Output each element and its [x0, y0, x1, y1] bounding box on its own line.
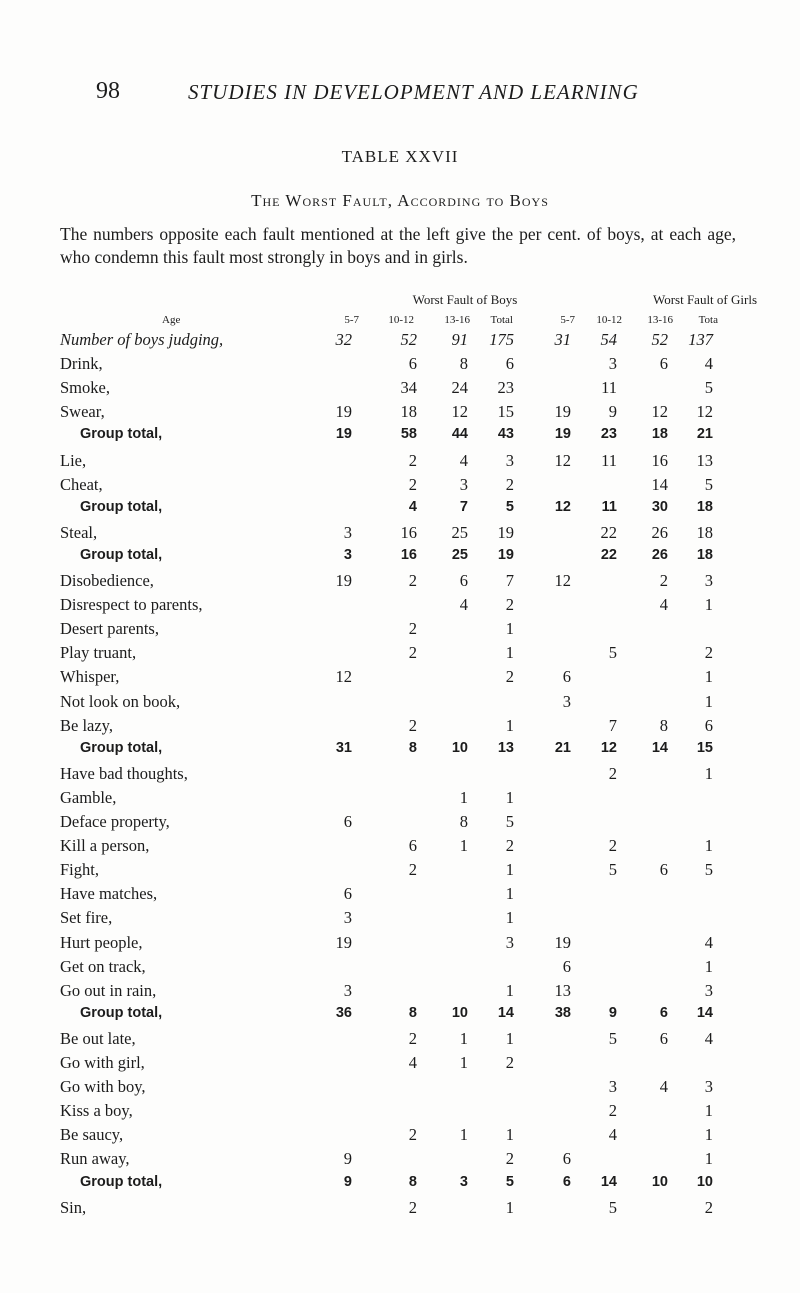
- table-cell: 1: [459, 836, 468, 856]
- table-cell: 36: [335, 1004, 352, 1021]
- table-cell: 2: [505, 474, 514, 494]
- fault-label: Steal,: [60, 522, 98, 542]
- table-cell: 9: [343, 1149, 352, 1169]
- table-row: [60, 836, 760, 860]
- table-cell: 3: [704, 1077, 713, 1097]
- table-row: [60, 957, 760, 981]
- fault-label: Group total,: [80, 426, 163, 443]
- running-head: [96, 78, 712, 112]
- table-cell: 7: [608, 715, 617, 735]
- table-cell: 1: [505, 884, 514, 904]
- table-cell: 58: [400, 426, 417, 443]
- fault-label: Disrespect to parents,: [60, 595, 203, 615]
- table-cell: 19: [335, 426, 352, 443]
- table-cell: 5: [505, 812, 514, 831]
- fault-label: Go with girl,: [60, 1053, 145, 1072]
- table-cell: 9: [608, 1004, 617, 1021]
- table-cell: 2: [505, 667, 514, 687]
- table-row: [60, 619, 760, 643]
- table-row: [60, 788, 760, 812]
- table-intro: The numbers opposite each fault mentioned at the left give the per cent. of boys, at each age, who condemn this fault most strongly in boys and in girls.: [60, 224, 736, 267]
- table-row: [60, 667, 760, 691]
- fault-label: Be saucy,: [60, 1125, 124, 1145]
- table-cell: 22: [600, 546, 617, 563]
- table-cell: 25: [451, 522, 468, 542]
- fault-label: Be out late,: [60, 1028, 136, 1048]
- table-cell: 18: [696, 498, 713, 515]
- table-cell: 12: [600, 739, 617, 756]
- column-header: 10-12: [596, 314, 622, 326]
- table-cell: 2: [408, 571, 417, 590]
- fault-label: Cheat,: [60, 474, 103, 494]
- table-cell: 4: [459, 450, 468, 470]
- table-cell: 12: [554, 571, 571, 590]
- table-cell: 1: [505, 1125, 514, 1145]
- table-cell: 2: [408, 450, 417, 470]
- table-cell: 1: [704, 595, 713, 615]
- fault-label: Go out in rain,: [60, 980, 157, 1000]
- table-cell: 5: [505, 498, 514, 515]
- table-cell: 2: [704, 643, 713, 663]
- table-cell: 5: [704, 860, 713, 880]
- table-cell: 4: [659, 595, 668, 615]
- table-row: [60, 402, 760, 426]
- group-total-row: [60, 499, 760, 523]
- table-row: [60, 571, 760, 595]
- table-cell: 3: [459, 474, 468, 494]
- table-cell: 15: [696, 739, 713, 756]
- table-cell: 30: [651, 498, 668, 515]
- fault-label: Drink,: [60, 354, 103, 374]
- table-cell: 2: [505, 1053, 514, 1072]
- table-row: [60, 354, 760, 378]
- table-cell: 1: [505, 643, 514, 663]
- table-cell: 12: [335, 667, 352, 687]
- table-cell: 91: [451, 330, 468, 349]
- table-cell: 19: [335, 402, 352, 422]
- age-header: Age: [162, 314, 181, 326]
- table-cell: 44: [451, 426, 468, 443]
- table-cell: 1: [505, 1197, 514, 1217]
- table-cell: 1: [505, 908, 514, 928]
- table-cell: 4: [459, 595, 468, 615]
- table-row: [60, 908, 760, 932]
- fault-label: Not look on book,: [60, 691, 181, 711]
- table-cell: 1: [459, 1125, 468, 1145]
- table-cell: 137: [688, 330, 713, 349]
- table-cell: 21: [696, 426, 713, 443]
- fault-label: Group total,: [80, 1004, 163, 1021]
- table-cell: 10: [651, 1173, 668, 1190]
- table-row: [60, 1053, 760, 1077]
- fault-label: Have matches,: [60, 884, 158, 904]
- table-cell: 6: [562, 1149, 571, 1169]
- fault-label: Fight,: [60, 860, 99, 880]
- table-cell: 2: [408, 860, 417, 880]
- table-cell: 11: [601, 450, 617, 470]
- table-cell: 52: [400, 330, 417, 349]
- table-cell: 2: [408, 474, 417, 494]
- table-cell: 15: [497, 402, 514, 422]
- fault-label: Group total,: [80, 498, 163, 515]
- table-cell: 3: [343, 546, 352, 563]
- table-cell: 23: [600, 426, 617, 443]
- boys-group-header: Worst Fault of Boys: [412, 292, 518, 307]
- table-cell: 8: [459, 812, 468, 831]
- table-row: [60, 884, 760, 908]
- table-row: [60, 475, 760, 499]
- table-cell: 2: [408, 715, 417, 735]
- table-cell: 2: [408, 1125, 417, 1145]
- fault-label: Go with boy,: [60, 1077, 146, 1097]
- table-cell: 25: [451, 546, 468, 563]
- table-cell: 10: [696, 1173, 713, 1190]
- table-cell: 3: [505, 932, 514, 952]
- table-cell: 4: [408, 498, 417, 515]
- column-header: 5-7: [344, 314, 359, 326]
- table-cell: 13: [554, 980, 571, 1000]
- table-cell: 1: [704, 1101, 713, 1121]
- table-cell: 13: [696, 450, 713, 470]
- table-cell: 3: [459, 1173, 468, 1190]
- table-row: [60, 933, 760, 957]
- table-cell: 19: [554, 932, 571, 952]
- table-cell: 7: [505, 571, 514, 590]
- table-row: [60, 716, 760, 740]
- table-cell: 2: [704, 1197, 713, 1217]
- table-cell: 2: [608, 836, 617, 856]
- table-cell: 1: [505, 1028, 514, 1048]
- table-cell: 1: [505, 619, 514, 639]
- fault-label: Disobedience,: [60, 571, 154, 590]
- table-cell: 3: [704, 980, 713, 1000]
- table-cell: 18: [400, 402, 417, 422]
- fault-label: Be lazy,: [60, 715, 113, 735]
- table-cell: 6: [408, 354, 417, 374]
- table-cell: 6: [562, 956, 571, 976]
- fault-label: Swear,: [60, 402, 105, 422]
- table-cell: 1: [505, 787, 514, 807]
- table-cell: 6: [343, 812, 352, 831]
- table-cell: 12: [696, 402, 713, 422]
- table-cell: 3: [343, 980, 352, 1000]
- table-row: [60, 1029, 760, 1053]
- table-cell: 12: [451, 402, 468, 422]
- table-cell: 14: [497, 1004, 514, 1021]
- table-row: [60, 981, 760, 1005]
- group-total-row: [60, 1174, 760, 1198]
- table-row: [60, 330, 760, 354]
- table-cell: 4: [704, 1028, 713, 1048]
- table-cell: 11: [601, 378, 617, 398]
- table-title: The Worst Fault, According to Boys: [251, 191, 549, 210]
- table-cell: 14: [651, 474, 668, 494]
- table-cell: 6: [459, 571, 468, 590]
- table-cell: 4: [704, 932, 713, 952]
- fault-label: Number of boys judging,: [60, 330, 224, 349]
- table-cell: 34: [400, 378, 417, 398]
- table-cell: 5: [608, 1028, 617, 1048]
- group-total-row: [60, 547, 760, 571]
- column-header: 13-16: [444, 314, 470, 326]
- column-header: Tota: [698, 314, 718, 326]
- table-cell: 4: [608, 1125, 617, 1145]
- table-cell: 3: [343, 522, 352, 542]
- group-total-row: [60, 426, 760, 450]
- table-cell: 1: [704, 667, 713, 687]
- table-cell: 16: [651, 450, 668, 470]
- table-cell: 24: [451, 378, 468, 398]
- table-cell: 14: [651, 739, 668, 756]
- group-total-row: [60, 740, 760, 764]
- table-cell: 175: [489, 330, 514, 349]
- table-cell: 26: [651, 522, 668, 542]
- table-cell: 38: [554, 1004, 571, 1021]
- table-cell: 6: [659, 354, 668, 374]
- fault-label: Have bad thoughts,: [60, 763, 188, 783]
- table-cell: 5: [704, 474, 713, 494]
- table-cell: 10: [451, 739, 468, 756]
- table-cell: 2: [408, 619, 417, 639]
- table-cell: 2: [408, 1028, 417, 1048]
- page-number: 98: [96, 78, 120, 104]
- table-cell: 19: [554, 426, 571, 443]
- table-cell: 6: [408, 836, 417, 856]
- table-cell: 52: [651, 330, 668, 349]
- fault-label: Hurt people,: [60, 932, 143, 952]
- table-cell: 2: [608, 763, 617, 783]
- fault-label: Group total,: [80, 546, 163, 563]
- table-cell: 4: [408, 1053, 417, 1072]
- table-cell: 3: [562, 691, 571, 711]
- running-title: STUDIES IN DEVELOPMENT AND LEARNING: [188, 80, 639, 104]
- table-row: [60, 595, 760, 619]
- fault-label: Gamble,: [60, 787, 117, 807]
- table-cell: 3: [608, 1077, 617, 1097]
- column-header: 10-12: [388, 314, 414, 326]
- table-cell: 6: [704, 715, 713, 735]
- table-cell: 1: [704, 763, 713, 783]
- table-row: [60, 1125, 760, 1149]
- table-cell: 2: [408, 1197, 417, 1217]
- table-cell: 1: [459, 1028, 468, 1048]
- table-cell: 23: [497, 378, 514, 398]
- table-cell: 43: [497, 426, 514, 443]
- table-cell: 1: [704, 1125, 713, 1145]
- table-cell: 1: [704, 956, 713, 976]
- table-cell: 8: [459, 354, 468, 374]
- table-cell: 1: [505, 980, 514, 1000]
- table-cell: 32: [335, 330, 352, 349]
- table-cell: 5: [608, 1197, 617, 1217]
- table-row: [60, 1198, 760, 1222]
- fault-label: Kiss a boy,: [60, 1101, 133, 1121]
- group-total-row: [60, 1005, 760, 1029]
- table-cell: 21: [554, 739, 571, 756]
- table-number: TABLE XXVII: [341, 147, 459, 166]
- table-cell: 18: [651, 426, 668, 443]
- column-header: Total: [490, 314, 513, 326]
- table-cell: 6: [659, 1004, 668, 1021]
- table-cell: 4: [704, 354, 713, 374]
- table-cell: 6: [659, 1028, 668, 1048]
- table-cell: 13: [497, 739, 514, 756]
- table-cell: 2: [659, 571, 668, 590]
- table-cell: 9: [608, 402, 617, 422]
- column-header: 13-16: [647, 314, 673, 326]
- table-cell: 26: [651, 546, 668, 563]
- table-cell: 1: [704, 836, 713, 856]
- table-cell: 5: [505, 1173, 514, 1190]
- table-cell: 54: [600, 330, 617, 349]
- table-cell: 1: [505, 715, 514, 735]
- table-cell: 14: [696, 1004, 713, 1021]
- fault-label: Group total,: [80, 739, 163, 756]
- table-cell: 10: [451, 1004, 468, 1021]
- table-row: [60, 1077, 760, 1101]
- table-cell: 1: [459, 787, 468, 807]
- table-row: [60, 1101, 760, 1125]
- fault-label: Kill a person,: [60, 836, 150, 856]
- fault-label: Group total,: [80, 1173, 163, 1190]
- table-cell: 5: [704, 378, 713, 398]
- table-cell: 11: [601, 498, 617, 515]
- table-cell: 19: [335, 932, 352, 952]
- table-cell: 22: [600, 522, 617, 542]
- table-row: [60, 523, 760, 547]
- table-cell: 1: [704, 691, 713, 711]
- table-cell: 3: [704, 571, 713, 590]
- table-cell: 6: [562, 667, 571, 687]
- table-cell: 6: [562, 1173, 571, 1190]
- fault-label: Set fire,: [60, 908, 113, 928]
- table-cell: 3: [608, 354, 617, 374]
- table-cell: 7: [459, 498, 468, 515]
- fault-label: Lie,: [60, 450, 87, 470]
- table-cell: 19: [497, 546, 514, 563]
- table-cell: 6: [343, 884, 352, 904]
- table-cell: 5: [608, 643, 617, 663]
- table-cell: 18: [696, 546, 713, 563]
- table-cell: 8: [659, 715, 668, 735]
- table-cell: 8: [408, 739, 417, 756]
- table-cell: 1: [505, 860, 514, 880]
- table-cell: 1: [704, 1149, 713, 1169]
- girls-group-header: Worst Fault of Girls: [652, 292, 758, 307]
- table-cell: 18: [696, 522, 713, 542]
- table-cell: 3: [343, 908, 352, 928]
- fault-label: Whisper,: [60, 667, 120, 687]
- table-cell: 16: [400, 522, 417, 542]
- table-cell: 6: [659, 860, 668, 880]
- table-cell: 31: [335, 739, 352, 756]
- table-row: [60, 378, 760, 402]
- table-row: [60, 451, 760, 475]
- table-cell: 5: [608, 860, 617, 880]
- fault-label: Smoke,: [60, 378, 110, 398]
- table-cell: 9: [343, 1173, 352, 1190]
- table-cell: 2: [608, 1101, 617, 1121]
- fault-label: Get on track,: [60, 956, 146, 976]
- table-cell: 6: [505, 354, 514, 374]
- table-cell: 4: [659, 1077, 668, 1097]
- table-cell: 8: [408, 1173, 417, 1190]
- fault-label: Play truant,: [60, 643, 137, 663]
- table-cell: 2: [505, 836, 514, 856]
- fault-label: Sin,: [60, 1197, 87, 1217]
- table-cell: 12: [651, 402, 668, 422]
- table-cell: 2: [408, 643, 417, 663]
- table-row: [60, 692, 760, 716]
- table-cell: 12: [554, 498, 571, 515]
- fault-label: Deface property,: [60, 812, 170, 831]
- fault-label: Run away,: [60, 1149, 130, 1169]
- table-cell: 16: [400, 546, 417, 563]
- table-row: [60, 860, 760, 884]
- table-cell: 3: [505, 450, 514, 470]
- fault-label: Desert parents,: [60, 619, 159, 639]
- table-cell: 2: [505, 1149, 514, 1169]
- table-cell: 2: [505, 595, 514, 615]
- table-cell: 31: [554, 330, 571, 349]
- table-cell: 8: [408, 1004, 417, 1021]
- table-cell: 12: [554, 450, 571, 470]
- table-cell: 1: [459, 1053, 468, 1072]
- table-cell: 14: [600, 1173, 617, 1190]
- table-cell: 19: [497, 522, 514, 542]
- table-row: [60, 1149, 760, 1173]
- table-cell: 19: [554, 402, 571, 422]
- table-cell: 19: [335, 571, 352, 590]
- table-row: [60, 764, 760, 788]
- column-header: 5-7: [560, 314, 575, 326]
- table-row: [60, 812, 760, 836]
- table-row: [60, 643, 760, 667]
